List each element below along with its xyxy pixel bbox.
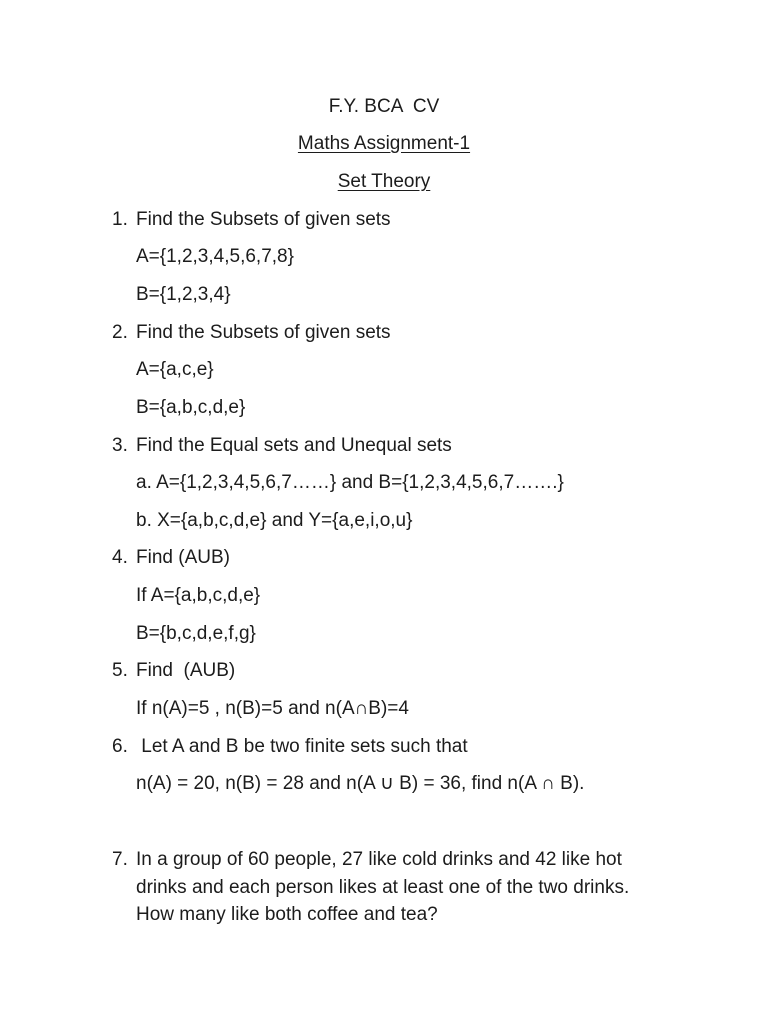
question-text: In a group of 60 people, 27 like cold drinks and 42 like hot (136, 849, 622, 870)
question-text: Find the Subsets of given sets (136, 322, 391, 343)
question-number: 2. (112, 322, 128, 343)
question-line: a. A={1,2,3,4,5,6,7……} and B={1,2,3,4,5,6,7…….} (136, 472, 564, 493)
question-text: Let A and B be two finite sets such that (136, 736, 468, 757)
question-text: Find the Subsets of given sets (136, 209, 391, 230)
question-line: A={1,2,3,4,5,6,7,8} (136, 246, 294, 267)
question-number: 5. (112, 660, 128, 681)
question-number: 7. (112, 849, 128, 870)
course-title: F.Y. BCA CV (328, 96, 440, 117)
question-line: How many like both coffee and tea? (136, 904, 438, 925)
question-line: drinks and each person likes at least one of the two drinks. (136, 877, 630, 898)
topic-title: Set Theory (337, 171, 431, 192)
question-number: 1. (112, 209, 128, 230)
question-line: If A={a,b,c,d,e} (136, 585, 261, 606)
question-number: 4. (112, 547, 128, 568)
assignment-title: Maths Assignment-1 (297, 133, 471, 154)
question-number: 6. (112, 736, 128, 757)
question-line: A={a,c,e} (136, 359, 214, 380)
question-line: B={b,c,d,e,f,g} (136, 623, 256, 644)
question-line: If n(A)=5 , n(B)=5 and n(A∩B)=4 (136, 698, 409, 719)
question-line: B={1,2,3,4} (136, 284, 231, 305)
question-number: 3. (112, 435, 128, 456)
question-line: b. X={a,b,c,d,e} and Y={a,e,i,o,u} (136, 510, 413, 531)
question-text: Find the Equal sets and Unequal sets (136, 435, 452, 456)
question-line: B={a,b,c,d,e} (136, 397, 246, 418)
question-text: Find (AUB) (136, 660, 236, 681)
question-line: n(A) = 20, n(B) = 28 and n(A ∪ B) = 36, find n(A ∩ B). (136, 773, 585, 794)
question-text: Find (AUB) (136, 547, 230, 568)
